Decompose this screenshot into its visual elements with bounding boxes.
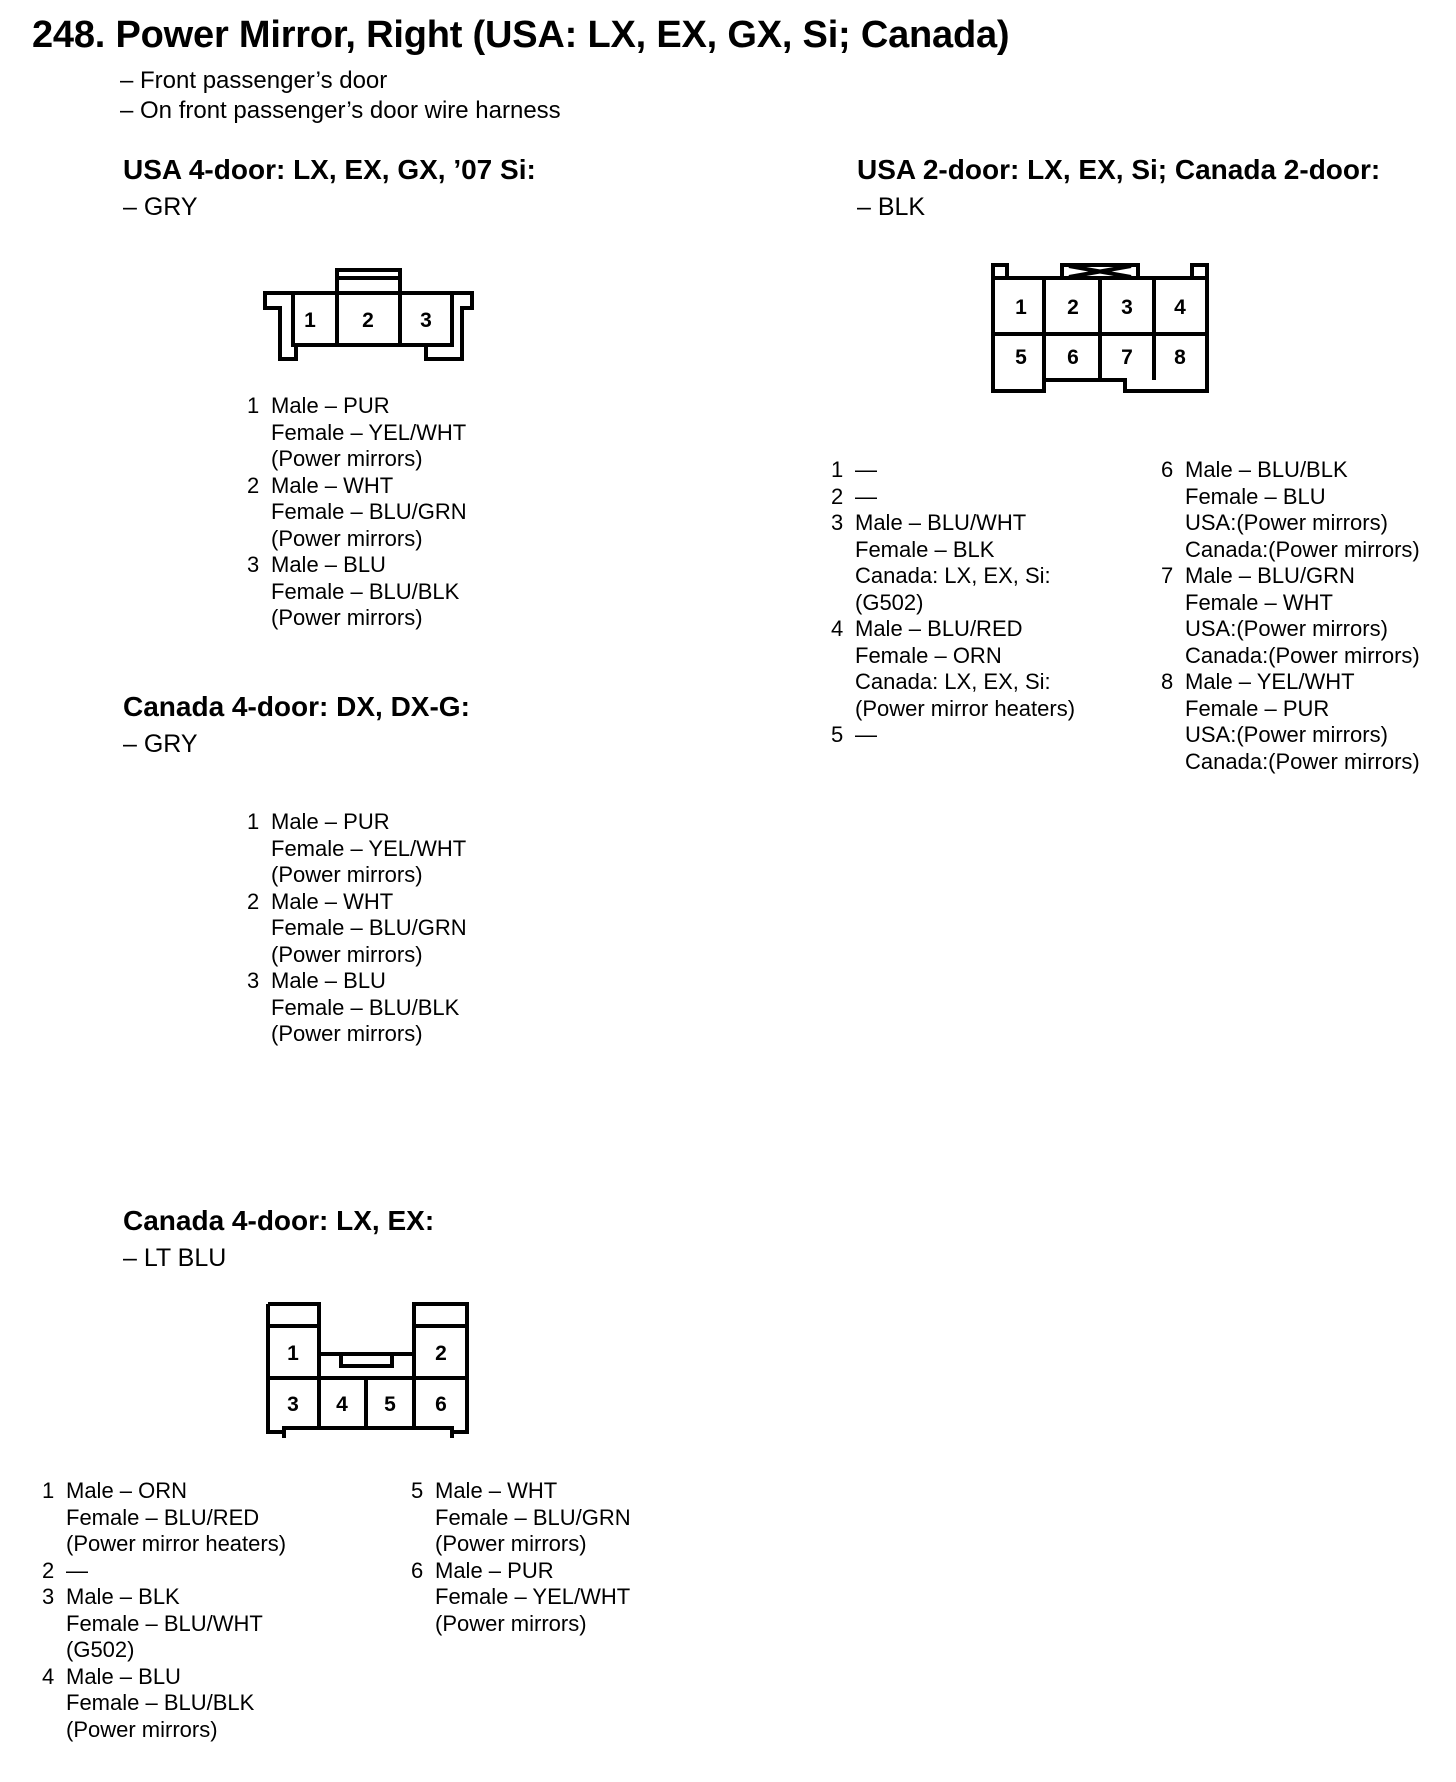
pin-note: (Power mirrors) xyxy=(271,862,423,887)
pin-female-wire: Female – YEL/WHT xyxy=(271,835,467,861)
connector-color-usa-2door: – BLK xyxy=(857,193,926,221)
pin-note: (Power mirrors) xyxy=(271,446,423,471)
pin-entry xyxy=(1161,563,1420,669)
pin-entry xyxy=(831,484,1075,511)
pin-entry xyxy=(411,1558,631,1638)
connector-pin-label: 2 xyxy=(1067,296,1079,319)
pin-female-wire: Female – BLU/BLK xyxy=(66,1690,255,1715)
pin-male-wire: Male – BLU/BLK xyxy=(1185,457,1348,482)
pin-entry xyxy=(831,457,1075,484)
pin-note: USA:(Power mirrors) xyxy=(1185,616,1388,641)
connector-pin-label: 6 xyxy=(435,1393,447,1416)
pin-note: (Power mirrors) xyxy=(271,525,423,551)
pin-male-wire: Male – BLU xyxy=(271,968,386,993)
pin-entry xyxy=(247,889,467,969)
location-item: – On front passenger’s door wire harness xyxy=(120,97,561,124)
page-title: 248. Power Mirror, Right (USA: LX, EX, GX, Si; Canada) xyxy=(32,14,1010,56)
pin-entry xyxy=(247,552,467,632)
pin-male-wire: Male – PUR xyxy=(271,393,390,418)
pin-note: (Power mirrors) xyxy=(271,605,423,630)
pin-number: 1 xyxy=(247,393,260,418)
pin-note: Canada: LX, EX, Si: xyxy=(855,563,1051,588)
connector-pin-label: 2 xyxy=(435,1342,447,1365)
connector-pin-label: 1 xyxy=(287,1342,299,1365)
pin-female-wire: Female – BLK xyxy=(855,536,995,562)
connector-pin-label: 5 xyxy=(1015,346,1027,369)
pin-unused: — xyxy=(66,1557,88,1583)
connector-latch xyxy=(341,1354,392,1366)
connector-color-canada-4door-dx: – GRY xyxy=(123,730,198,758)
pin-number: 3 xyxy=(831,510,844,535)
pin-note: (Power mirror heaters) xyxy=(855,695,1076,721)
pin-list-canada-4door-lx-left xyxy=(42,1478,286,1743)
pin-number: 1 xyxy=(42,1478,55,1503)
pin-female-wire: Female – BLU/WHT xyxy=(66,1610,263,1636)
location-list xyxy=(120,66,561,126)
pin-female-wire: Female – BLU/RED xyxy=(66,1504,260,1530)
pin-entry xyxy=(42,1558,286,1585)
pin-note: Canada:(Power mirrors) xyxy=(1185,642,1420,668)
pin-entry xyxy=(42,1664,286,1744)
pin-number: 2 xyxy=(247,888,260,914)
pin-number: 3 xyxy=(42,1584,55,1609)
pin-female-wire: Female – ORN xyxy=(855,642,1002,668)
pin-female-wire: Female – BLU/GRN xyxy=(271,915,467,940)
pin-number: 3 xyxy=(247,968,260,993)
connector-pin-label: 6 xyxy=(1067,346,1079,369)
connector-color-canada-4door-lx: – LT BLU xyxy=(123,1244,227,1272)
pin-note: (Power mirrors) xyxy=(435,1531,587,1556)
pin-list-canada-4door-lx-right xyxy=(411,1478,631,1637)
section-heading-canada-4door-lx: Canada 4-door: LX, EX: xyxy=(123,1205,435,1236)
pin-number: 4 xyxy=(42,1663,55,1689)
pin-entry xyxy=(831,510,1075,616)
connector-pin-label: 1 xyxy=(1015,296,1027,319)
connector-housing xyxy=(268,1428,467,1432)
connector-pin-label: 4 xyxy=(336,1393,348,1416)
connector-color-usa-4door: – GRY xyxy=(123,193,198,221)
pin-note: Canada: LX, EX, Si: xyxy=(855,669,1051,694)
pin-female-wire: Female – YEL/WHT xyxy=(271,419,467,445)
pin-number: 3 xyxy=(247,552,260,577)
pin-number: 2 xyxy=(42,1557,55,1583)
pin-female-wire: Female – BLU/BLK xyxy=(271,994,460,1020)
connector-pin-label: 3 xyxy=(1121,296,1133,319)
pin-male-wire: Male – WHT xyxy=(271,888,394,914)
connector-pin-label: 4 xyxy=(1174,296,1186,319)
pin-female-wire: Female – YEL/WHT xyxy=(435,1584,631,1609)
section-heading-canada-4door-dx: Canada 4-door: DX, DX-G: xyxy=(123,691,470,722)
pin-male-wire: Male – ORN xyxy=(66,1478,188,1503)
pin-list-canada-4door-dx xyxy=(247,809,467,1048)
pin-number: 1 xyxy=(831,457,844,482)
pin-male-wire: Male – BLU/RED xyxy=(855,616,1023,641)
pin-male-wire: Male – YEL/WHT xyxy=(1185,669,1355,694)
connector-pin-label: 2 xyxy=(362,309,374,332)
pin-note: (Power mirrors) xyxy=(435,1610,587,1636)
pin-entry xyxy=(42,1478,286,1558)
pin-number: 6 xyxy=(1161,457,1174,482)
section-heading-usa-2door: USA 2-door: LX, EX, Si; Canada 2-door: xyxy=(857,154,1381,185)
pin-male-wire: Male – WHT xyxy=(271,472,394,498)
pin-number: 6 xyxy=(411,1557,424,1583)
pin-male-wire: Male – WHT xyxy=(435,1478,558,1503)
pin-male-wire: Male – BLU/GRN xyxy=(1185,563,1355,588)
pin-note: (Power mirrors) xyxy=(66,1716,218,1742)
pin-entry xyxy=(1161,457,1420,563)
pin-number: 4 xyxy=(831,616,844,641)
pin-male-wire: Male – PUR xyxy=(435,1557,554,1583)
pin-unused: — xyxy=(855,483,877,509)
pin-female-wire: Female – BLU/BLK xyxy=(271,578,460,604)
pin-number: 7 xyxy=(1161,563,1174,588)
pin-male-wire: Male – BLU/WHT xyxy=(855,510,1027,535)
connector-diagram-canada-4door-lx xyxy=(262,1298,477,1438)
pin-number: 1 xyxy=(247,809,260,834)
pin-entry xyxy=(1161,669,1420,775)
pin-number: 5 xyxy=(831,722,844,747)
pin-male-wire: Male – PUR xyxy=(271,809,390,834)
pin-note: (Power mirrors) xyxy=(271,1021,423,1046)
pin-unused: — xyxy=(855,722,877,747)
connector-pin-label: 3 xyxy=(287,1393,299,1416)
pin-entry xyxy=(247,809,467,889)
connector-pin-label: 3 xyxy=(420,309,432,332)
connector-pin-label: 5 xyxy=(384,1393,396,1416)
pin-female-wire: Female – PUR xyxy=(1185,695,1330,721)
pin-note: (G502) xyxy=(855,589,924,615)
connector-pin-label: 7 xyxy=(1121,346,1133,369)
pin-list-usa-4door xyxy=(247,393,467,632)
pin-entry xyxy=(247,393,467,473)
pin-list-usa-2door-left xyxy=(831,457,1075,749)
connector-pin-label: 8 xyxy=(1174,346,1186,369)
pin-note: USA:(Power mirrors) xyxy=(1185,510,1388,535)
pin-female-wire: Female – WHT xyxy=(1185,589,1333,615)
pin-male-wire: Male – BLU xyxy=(66,1663,181,1689)
pin-male-wire: Male – BLK xyxy=(66,1584,180,1609)
pin-female-wire: Female – BLU xyxy=(1185,483,1326,509)
connector-diagram-usa-4door xyxy=(255,265,485,365)
pin-number: 5 xyxy=(411,1478,424,1503)
section-heading-usa-4door: USA 4-door: LX, EX, GX, ’07 Si: xyxy=(123,154,536,185)
pin-number: 2 xyxy=(247,472,260,498)
pin-male-wire: Male – BLU xyxy=(271,552,386,577)
pin-entry xyxy=(411,1478,631,1558)
pin-entry xyxy=(247,968,467,1048)
pin-female-wire: Female – BLU/GRN xyxy=(271,499,467,524)
pin-entry xyxy=(831,616,1075,722)
pin-unused: — xyxy=(855,457,877,482)
pin-female-wire: Female – BLU/GRN xyxy=(435,1504,631,1530)
pin-list-usa-2door-right xyxy=(1161,457,1420,775)
pin-note: Canada:(Power mirrors) xyxy=(1185,748,1420,774)
pin-note: (Power mirror heaters) xyxy=(66,1531,287,1556)
pin-entry xyxy=(247,473,467,553)
connector-diagram-usa-2door xyxy=(985,258,1215,398)
pin-note: (Power mirrors) xyxy=(271,941,423,967)
pin-note: Canada:(Power mirrors) xyxy=(1185,536,1420,562)
pin-entry xyxy=(42,1584,286,1664)
pin-note: (G502) xyxy=(66,1637,135,1662)
pin-entry xyxy=(831,722,1075,749)
pin-number: 2 xyxy=(831,483,844,509)
pin-note: USA:(Power mirrors) xyxy=(1185,722,1388,747)
location-item: – Front passenger’s door xyxy=(120,67,388,94)
connector-pin-label: 1 xyxy=(304,309,316,332)
pin-number: 8 xyxy=(1161,669,1174,694)
